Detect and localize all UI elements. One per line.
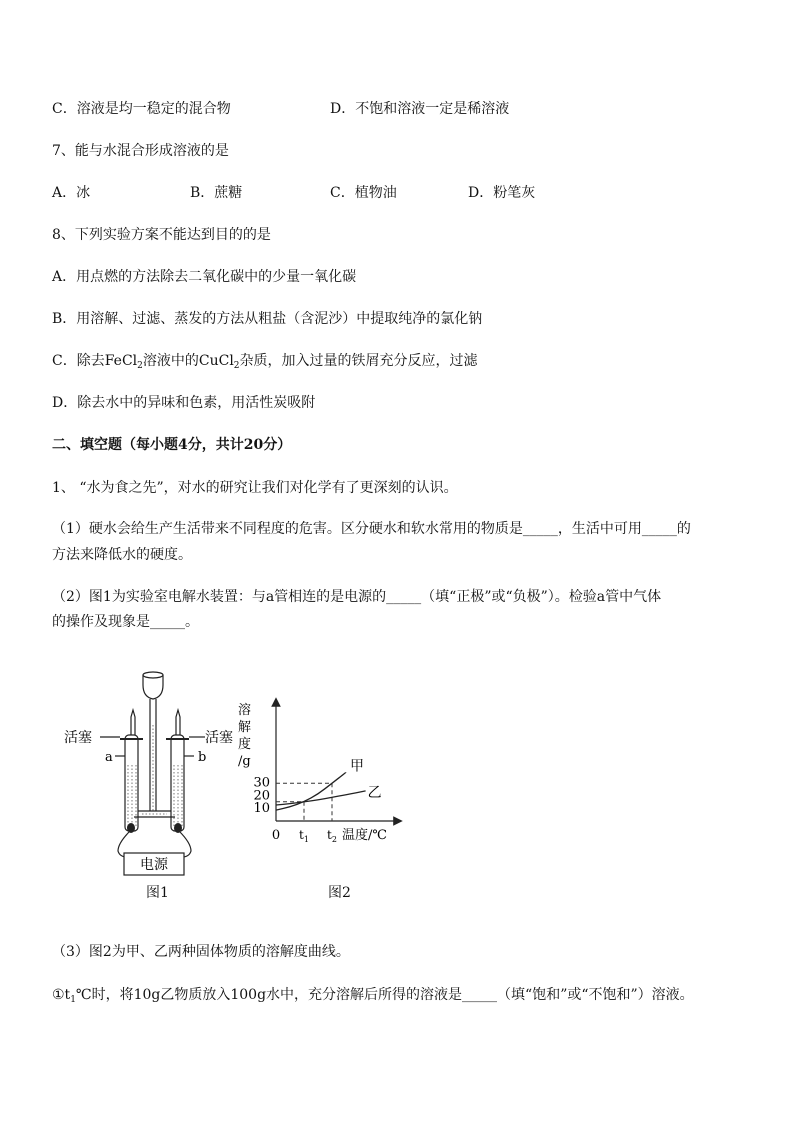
tube-a-label: a <box>105 750 113 765</box>
q1-part1-line2: 方法来降低水的硬度。 <box>52 547 192 563</box>
q6-option-d: D．不饱和溶液一定是稀溶液 <box>330 101 510 117</box>
y-axis-label-char: 溶 <box>238 703 252 718</box>
x-tick-label: $t_2$ <box>327 828 337 844</box>
y-tick-label: 10 <box>253 801 270 817</box>
q1-part1-line1: （1）硬水会给生产生活带来不同程度的危害。区分硬水和软水常用的物质是_____，生活中可用_____的 <box>52 521 691 537</box>
q7-option-c: C．植物油 <box>330 185 397 201</box>
series-label-1: 乙 <box>367 784 382 801</box>
series-label-0: 甲 <box>350 758 364 775</box>
q7-option-b: B．蔗糖 <box>190 185 243 201</box>
solubility-chart <box>232 700 402 850</box>
section-title: 二、填空题（每小题4分，共计20分） <box>52 437 292 453</box>
electrolysis-apparatus-figure <box>62 665 233 905</box>
q8-option-d: D．除去水中的异味和色素，用活性炭吸附 <box>52 395 316 411</box>
q8-option-a: A．用点燃的方法除去二氧化碳中的少量一氧化碳 <box>52 269 357 285</box>
figure1-caption: 图1 <box>146 885 169 901</box>
y-axis-label-char: /g <box>238 754 251 769</box>
y-axis-label-char: 度 <box>238 737 252 752</box>
x-axis-label: 温度/℃ <box>342 828 387 843</box>
valve-left-label: 活塞 <box>64 730 92 746</box>
q7-option-d: D．粉笔灰 <box>468 185 536 201</box>
q8-stem: 8、下列实验方案不能达到目的的是 <box>52 227 271 243</box>
q1-part2-line1: （2）图1为实验室电解水装置：与a管相连的是电源的_____（填“正极”或“负极”）。检验a管中气体 <box>52 589 662 605</box>
q8-option-c: C．除去FeCl$_2$溶液中的CuCl$_2$杂质，加入过量的铁屑充分反应，过滤 <box>52 353 478 371</box>
y-tick-label: 20 <box>253 788 270 804</box>
valve-right-label: 活塞 <box>205 730 233 746</box>
q1-stem: 1、 “水为食之先”，对水的研究让我们对化学有了更深刻的认识。 <box>52 480 458 496</box>
figure2-caption: 图2 <box>328 885 351 901</box>
q1-part3: （3）图2为甲、乙两种固体物质的溶解度曲线。 <box>52 944 350 960</box>
origin-label: 0 <box>271 828 281 843</box>
y-tick-label: 30 <box>253 775 270 791</box>
tube-b-label: b <box>198 750 207 765</box>
q7-option-a: A．冰 <box>52 185 91 201</box>
x-tick-label: $t_1$ <box>299 828 309 844</box>
q6-option-c: C．溶液是均一稳定的混合物 <box>52 101 231 117</box>
q7-stem: 7、能与水混合形成溶液的是 <box>52 143 229 159</box>
y-axis-label-char: 解 <box>238 720 252 735</box>
q8-option-b: B．用溶解、过滤、蒸发的方法从粗盐（含泥沙）中提取纯净的氯化钠 <box>52 311 483 327</box>
power-source-label: 电源 <box>140 857 168 873</box>
q1-part2-line2: 的操作及现象是_____。 <box>52 614 199 630</box>
series-curve-1 <box>276 791 366 805</box>
q1-part3-sub1: $①t_1℃$时，将10g乙物质放入100g水中，充分溶解后所得的溶液是_____（填“饱和”或“不饱和”）溶液。 <box>52 987 694 1005</box>
